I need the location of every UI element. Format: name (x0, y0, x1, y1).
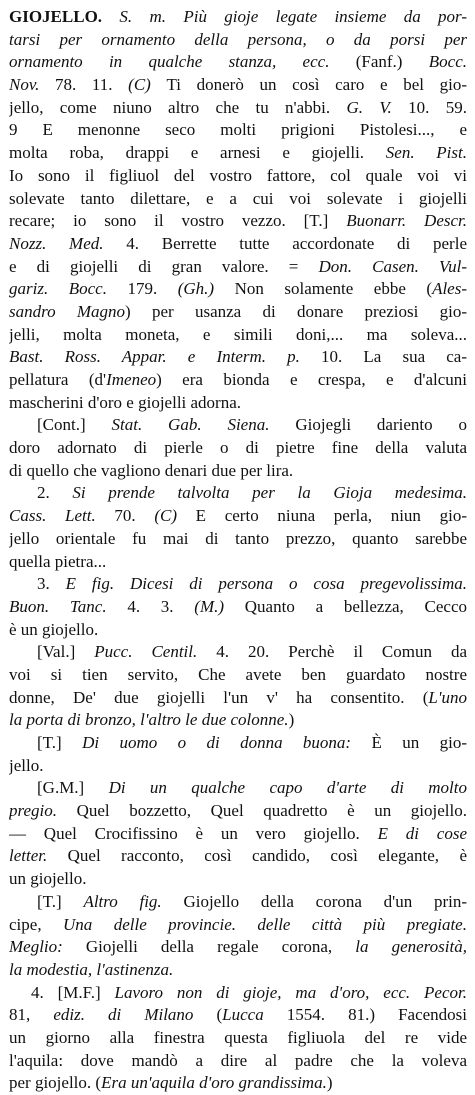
text-line (9, 1004, 467, 1027)
text-line (9, 777, 467, 800)
text-segment: [Cont.] (37, 415, 112, 435)
text-line (9, 800, 467, 823)
italic-text: Sen. Pist. (385, 143, 467, 163)
text-line (9, 414, 467, 437)
text-segment: E certo niuna perla, niun gio- (195, 506, 467, 526)
text-line (9, 755, 467, 778)
text-segment: 3. (37, 574, 66, 594)
text-segment: 2. (37, 483, 73, 503)
text-line (9, 551, 467, 574)
text-segment: Quanto a bellezza, Cecco (244, 596, 467, 616)
text-line (9, 914, 467, 937)
text-segment: Giojello della corona d'un prin- (183, 891, 467, 911)
italic-text: gariz. Bocc. (9, 279, 128, 299)
text-segment: ) per usanza di donare preziosi gio- (125, 301, 467, 321)
italic-text: Buon. Tanc. (9, 596, 128, 616)
text-line (9, 142, 467, 165)
text-line (9, 346, 467, 369)
italic-text: Ales- (432, 279, 467, 299)
italic-text: Nozz. Med. (9, 233, 127, 253)
text-segment: — Quel Crocifissino è un vero giojello. (9, 823, 378, 843)
text-segment: 70. (114, 506, 155, 526)
text-line (9, 392, 467, 415)
text-segment: Non solamente ebbe ( (234, 279, 433, 299)
text-segment: solevate tanto dilettare, e a cui voi solevate i giojelli (9, 188, 467, 208)
text-line (9, 982, 467, 1005)
text-line (9, 460, 467, 483)
text-segment: ) era bionda e crespa, e d'alcuni (156, 370, 467, 389)
italic-text: Cass. Lett. (9, 506, 115, 526)
italic-text: E di cose (377, 823, 467, 843)
text-segment: Io sono il figliuol del vostro fattore, col quale voi vi (9, 165, 467, 185)
text-line (9, 188, 467, 211)
text-line (9, 528, 467, 551)
text-line (9, 687, 467, 710)
text-segment: [Val.] (37, 642, 95, 662)
italic-text: Una delle provincie. delle città più pregiate. (63, 914, 467, 934)
text-line (9, 210, 467, 233)
text-line (9, 641, 467, 664)
text-line (9, 437, 467, 460)
text-segment: 81, (9, 1005, 54, 1025)
text-line (9, 97, 467, 120)
italic-text: Bocc. (428, 52, 467, 72)
text-segment: Quel bozzetto, Quel quadretto è un giojello. (76, 801, 467, 821)
text-segment: per giojello. ( (9, 1073, 102, 1093)
text-line (9, 732, 467, 755)
text-segment: [G.M.] (37, 778, 109, 798)
text-segment: jello. (9, 755, 44, 775)
text-segment: cipe, (9, 914, 63, 934)
text-line (9, 891, 467, 914)
text-segment: donne, De' due giojelli l'un v' ha consentito. ( (9, 687, 429, 707)
italic-text: S. m. Più gioje legate insieme da por- (119, 7, 467, 26)
italic-text: la modestia, l'astinenza. (9, 959, 174, 979)
text-line (9, 573, 467, 596)
text-line (9, 6, 467, 29)
text-segment: È un gio- (371, 733, 467, 752)
italic-text: Pucc. Centil. (94, 642, 217, 662)
text-segment: e di giojelli di gran valore. = (9, 256, 319, 276)
text-line (9, 301, 467, 324)
text-line (9, 845, 467, 868)
text-line (9, 505, 467, 528)
italic-text: la porta di bronzo, l'altro le due colonne. (9, 710, 289, 730)
italic-text: Nov. (9, 75, 56, 95)
text-segment: 10. 59. (408, 97, 467, 117)
text-line (9, 936, 467, 959)
italic-text: L'uno (428, 687, 467, 707)
italic-text: Imeneo (106, 370, 157, 389)
text-segment: jello, come niuno altro che tu n'abbi. (9, 97, 347, 117)
italic-text: Di un qualche capo d'arte di molto (108, 778, 467, 798)
italic-text: Don. Casen. Vul- (318, 256, 467, 276)
italic-text: ediz. di Milano (53, 1005, 217, 1025)
italic-text: letter. (9, 846, 68, 866)
italic-text: ornamento in qualche stanza, ecc. (9, 52, 356, 72)
text-segment: un giorno alla finestra questa figliuola del re vide (9, 1027, 467, 1047)
text-segment: (Fanf.) (355, 52, 429, 72)
text-line (9, 823, 467, 846)
text-segment: 78. 11. (55, 75, 129, 95)
italic-text: (M.) (194, 596, 245, 616)
text-segment: ( (216, 1005, 223, 1025)
text-line (9, 959, 467, 982)
text-segment: Giojegli dariento o (295, 415, 467, 435)
italic-text: la generosità, (355, 937, 467, 957)
text-segment: 4. 20. Perchè il Comun da (216, 642, 467, 662)
text-segment: pellatura (d' (9, 370, 107, 389)
text-line (9, 165, 467, 188)
italic-text: E fig. Dicesi di persona o cosa pregevolissima. (65, 574, 467, 594)
text-segment: mascherini d'oro e giojelli adorna. (9, 392, 242, 412)
text-segment: ) (326, 1073, 333, 1093)
text-segment: l'aquila: dove mandò a dire al padre che la voleva (9, 1050, 467, 1070)
text-segment: 179. (127, 279, 178, 299)
text-segment: di quello che vagliono denari due per lira. (9, 460, 294, 480)
text-segment: Giojelli della regale corona, (85, 937, 356, 957)
text-segment: 4. Berrette tutte accordonate di perle (126, 233, 467, 253)
text-line (9, 233, 467, 256)
text-segment: ) (288, 710, 295, 730)
text-line (9, 482, 467, 505)
text-line (9, 596, 467, 619)
text-segment: molta roba, drappi e arnesi e giojelli. (9, 143, 386, 163)
text-line (9, 119, 467, 142)
italic-text: Era un'aquila d'oro grandissima. (101, 1073, 327, 1093)
text-segment: 4. [M.F.] (31, 982, 115, 1002)
text-segment: 4. 3. (127, 596, 195, 616)
text-segment: jelli, molta moneta, e simili doni,... ma soleva... (9, 324, 467, 344)
italic-text: (C) (154, 506, 196, 526)
italic-text: Lucca (222, 1005, 287, 1025)
text-segment: 9 E menonne seco molti prigioni Pistolesi..., e (9, 120, 467, 140)
text-line (9, 664, 467, 687)
text-line (9, 369, 467, 392)
text-segment: [T.] (37, 891, 84, 911)
italic-text: pregio. (9, 801, 77, 821)
italic-text: Stat. Gab. Siena. (111, 415, 296, 435)
text-segment: [T.] (37, 733, 83, 752)
text-line (9, 278, 467, 301)
text-segment: jello orientale fu mai di tanto prezzo, quanto sarebbe (9, 528, 467, 548)
text-segment: Quel racconto, così candido, così elegante, è (67, 846, 467, 866)
italic-text: Meglio: (9, 937, 86, 957)
italic-text: Si prende talvolta per la Gioja medesima. (72, 483, 467, 503)
text-segment: voi si tien servito, Che avete ben guardato nostre (9, 664, 467, 684)
text-segment: recare; io sono il vostro vezzo. [T.] (9, 211, 347, 231)
dictionary-entry-giojello (9, 6, 467, 1095)
text-line (9, 29, 467, 52)
italic-text: Lavoro non di gioje, ma d'oro, ecc. Pecor. (114, 982, 467, 1002)
italic-text: Altro fig. (83, 891, 184, 911)
text-line (9, 709, 467, 732)
italic-text: (C) (128, 75, 167, 95)
italic-text: Buonarr. Descr. (346, 211, 467, 231)
headword: GIOJELLO. (9, 7, 120, 26)
italic-text: G. V. (346, 97, 409, 117)
italic-text: Di uomo o di donna buona: (82, 733, 372, 752)
text-line (9, 1027, 467, 1050)
italic-text: sandro Magno (9, 301, 126, 321)
italic-text: tarsi per ornamento della persona, o da porsi per (9, 29, 467, 49)
text-line (9, 324, 467, 347)
text-segment: doro adornato di pierle o di pietre fine della valuta (9, 438, 467, 458)
text-segment: 1554. 81.) Facendosi (286, 1005, 467, 1025)
text-segment: Ti donerò un così caro e bel gio- (166, 75, 467, 95)
text-segment: un giojello. (9, 869, 87, 889)
text-line (9, 619, 467, 642)
text-line (9, 74, 467, 97)
text-line (9, 51, 467, 74)
text-segment: è un giojello. (9, 619, 99, 639)
italic-text: (Gh.) (177, 279, 235, 299)
text-segment: quella pietra... (9, 551, 107, 571)
text-line (9, 1050, 467, 1073)
text-line (9, 1072, 467, 1095)
italic-text: Bast. Ross. Appar. e Interm. p. (9, 347, 322, 367)
text-line (9, 256, 467, 279)
text-segment: 10. La sua ca- (321, 347, 467, 367)
text-line (9, 868, 467, 891)
